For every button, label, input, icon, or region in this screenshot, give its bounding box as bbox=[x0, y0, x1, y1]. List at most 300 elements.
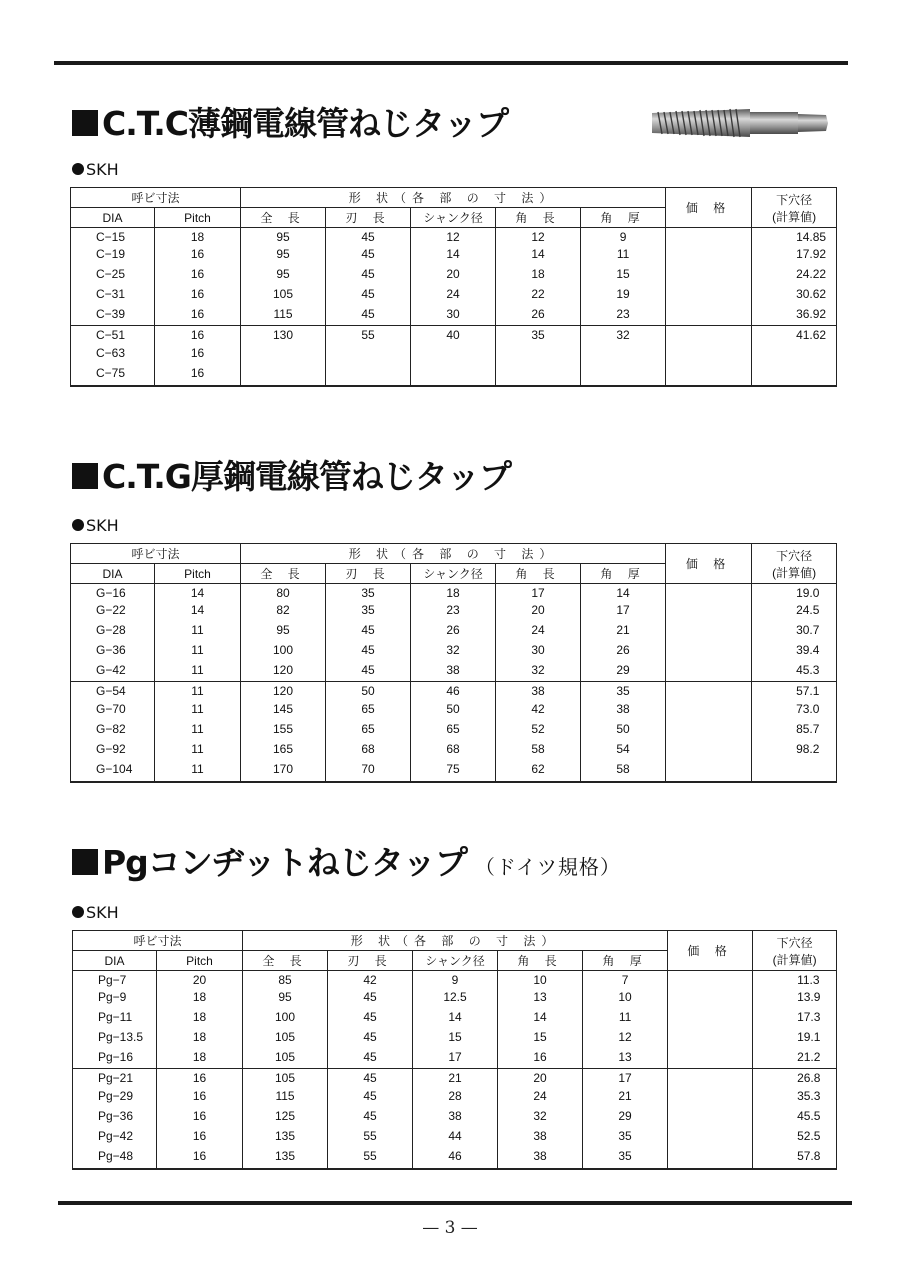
cell-square-length bbox=[496, 346, 581, 366]
cell-tap-drill: 30.7 bbox=[752, 623, 837, 643]
table-row bbox=[73, 1010, 837, 1030]
cell-overall-length: 95 bbox=[241, 247, 326, 267]
cell-shank-dia: 38 bbox=[411, 663, 496, 682]
col-tap-drill-line1: 下穴径 bbox=[776, 935, 813, 950]
cell-thread-length: 45 bbox=[326, 663, 411, 682]
cell-dia: G−36 bbox=[71, 643, 155, 663]
col-nominal: 呼ビ寸法 bbox=[71, 188, 241, 208]
cell-square-length: 35 bbox=[496, 326, 581, 346]
cell-price bbox=[666, 643, 752, 663]
cell-tap-drill: 41.62 bbox=[752, 326, 837, 346]
cell-dia: C−19 bbox=[71, 247, 155, 267]
top-rule bbox=[54, 61, 848, 65]
table-row bbox=[73, 1030, 837, 1050]
col-tap-drill-line2: (計算値) bbox=[772, 209, 817, 224]
cell-shank-dia: 24 bbox=[411, 287, 496, 307]
cell-tap-drill: 19.0 bbox=[752, 584, 837, 603]
col-square-length: 角 長 bbox=[496, 564, 581, 584]
cell-dia: G−28 bbox=[71, 623, 155, 643]
cell-thread-length: 45 bbox=[326, 247, 411, 267]
cell-square-thickness: 32 bbox=[581, 326, 666, 346]
col-square-thickness: 角 厚 bbox=[581, 564, 666, 584]
cell-thread-length: 35 bbox=[326, 584, 411, 603]
cell-overall-length: 135 bbox=[243, 1149, 328, 1169]
col-dia: DIA bbox=[71, 564, 155, 584]
cell-thread-length: 45 bbox=[328, 990, 413, 1010]
cell-price bbox=[666, 762, 752, 782]
cell-square-length: 24 bbox=[496, 623, 581, 643]
col-shape-group: 形 状（各 部 の 寸 法） bbox=[243, 931, 668, 951]
cell-square-thickness: 10 bbox=[583, 990, 668, 1010]
cell-dia: Pg−13.5 bbox=[73, 1030, 157, 1050]
cell-overall-length bbox=[241, 366, 326, 386]
table-row bbox=[71, 326, 837, 346]
section-title-text: Pgコンヂットねじタップ bbox=[102, 843, 467, 882]
cell-shank-dia: 18 bbox=[411, 584, 496, 603]
table-row bbox=[73, 1089, 837, 1109]
cell-square-length: 42 bbox=[496, 702, 581, 722]
section-title-text: C.T.C薄鋼電線管ねじタップ bbox=[102, 104, 509, 143]
page-number: — 3 — bbox=[422, 1218, 478, 1238]
cell-thread-length: 45 bbox=[328, 1069, 413, 1089]
cell-square-length: 58 bbox=[496, 742, 581, 762]
cell-shank-dia: 17 bbox=[413, 1050, 498, 1069]
table-row bbox=[73, 1050, 837, 1069]
table-row bbox=[71, 307, 837, 326]
cell-tap-drill bbox=[752, 346, 837, 366]
cell-pitch: 18 bbox=[157, 990, 243, 1010]
cell-dia: G−70 bbox=[71, 702, 155, 722]
cell-square-thickness: 17 bbox=[583, 1069, 668, 1089]
cell-price bbox=[666, 663, 752, 682]
cell-square-length: 12 bbox=[496, 228, 581, 247]
material-label bbox=[72, 903, 119, 923]
cell-square-thickness: 12 bbox=[583, 1030, 668, 1050]
section-title-pg bbox=[72, 843, 621, 887]
cell-shank-dia: 50 bbox=[411, 702, 496, 722]
cell-price bbox=[668, 1089, 753, 1109]
cell-tap-drill: 35.3 bbox=[753, 1089, 837, 1109]
table-row bbox=[73, 1129, 837, 1149]
material-label bbox=[72, 516, 119, 536]
cell-pitch: 18 bbox=[155, 228, 241, 247]
cell-thread-length: 45 bbox=[326, 643, 411, 663]
cell-square-thickness bbox=[581, 366, 666, 386]
col-shank-dia: シャンク径 bbox=[411, 208, 496, 228]
col-tap-drill bbox=[753, 931, 837, 971]
cell-square-thickness: 21 bbox=[583, 1089, 668, 1109]
cell-square-thickness: 17 bbox=[581, 603, 666, 623]
col-price: 価 格 bbox=[666, 188, 752, 228]
cell-pitch: 11 bbox=[155, 643, 241, 663]
cell-thread-length: 45 bbox=[328, 1010, 413, 1030]
cell-overall-length: 80 bbox=[241, 584, 326, 603]
cell-pitch: 14 bbox=[155, 603, 241, 623]
cell-thread-length: 45 bbox=[326, 307, 411, 326]
cell-price bbox=[668, 990, 753, 1010]
section-note: （ドイツ規格） bbox=[474, 855, 621, 879]
cell-thread-length: 50 bbox=[326, 682, 411, 702]
cell-thread-length: 35 bbox=[326, 603, 411, 623]
cell-price bbox=[666, 742, 752, 762]
cell-thread-length: 55 bbox=[328, 1129, 413, 1149]
cell-shank-dia: 28 bbox=[413, 1089, 498, 1109]
col-square-thickness: 角 厚 bbox=[583, 951, 668, 971]
col-overall-length: 全 長 bbox=[241, 564, 326, 584]
cell-pitch: 14 bbox=[155, 584, 241, 603]
cell-overall-length: 170 bbox=[241, 762, 326, 782]
cell-pitch: 11 bbox=[155, 663, 241, 682]
cell-dia: Pg−21 bbox=[73, 1069, 157, 1089]
cell-dia: G−16 bbox=[71, 584, 155, 603]
table-row bbox=[71, 603, 837, 623]
col-pitch: Pitch bbox=[155, 208, 241, 228]
cell-thread-length: 45 bbox=[328, 1050, 413, 1069]
material-text: SKH bbox=[86, 160, 119, 179]
cell-thread-length: 70 bbox=[326, 762, 411, 782]
cell-price bbox=[668, 1050, 753, 1069]
cell-thread-length: 45 bbox=[326, 267, 411, 287]
col-dia: DIA bbox=[73, 951, 157, 971]
cell-shank-dia: 40 bbox=[411, 326, 496, 346]
cell-square-length: 38 bbox=[496, 682, 581, 702]
cell-shank-dia: 46 bbox=[411, 682, 496, 702]
cell-overall-length: 115 bbox=[243, 1089, 328, 1109]
cell-shank-dia: 14 bbox=[413, 1010, 498, 1030]
cell-square-thickness: 50 bbox=[581, 722, 666, 742]
cell-dia: Pg−11 bbox=[73, 1010, 157, 1030]
cell-square-length: 32 bbox=[498, 1109, 583, 1129]
cell-price bbox=[668, 1010, 753, 1030]
section-title-ctc bbox=[72, 104, 516, 148]
col-thread-length: 刃 長 bbox=[326, 564, 411, 584]
cell-overall-length: 135 bbox=[243, 1129, 328, 1149]
cell-price bbox=[666, 603, 752, 623]
cell-overall-length bbox=[241, 346, 326, 366]
cell-shank-dia: 30 bbox=[411, 307, 496, 326]
cell-shank-dia: 23 bbox=[411, 603, 496, 623]
cell-tap-drill: 21.2 bbox=[753, 1050, 837, 1069]
cell-shank-dia: 9 bbox=[413, 971, 498, 990]
cell-price bbox=[666, 346, 752, 366]
cell-price bbox=[666, 228, 752, 247]
square-bullet-icon bbox=[72, 849, 98, 875]
cell-tap-drill: 24.5 bbox=[752, 603, 837, 623]
cell-dia: C−31 bbox=[71, 287, 155, 307]
col-pitch: Pitch bbox=[155, 564, 241, 584]
cell-pitch: 11 bbox=[155, 623, 241, 643]
cell-square-length: 10 bbox=[498, 971, 583, 990]
table-row bbox=[71, 742, 837, 762]
table-row bbox=[71, 663, 837, 682]
cell-overall-length: 85 bbox=[243, 971, 328, 990]
bullet-dot-icon bbox=[72, 519, 84, 531]
table-row bbox=[71, 247, 837, 267]
cell-price bbox=[666, 247, 752, 267]
cell-price bbox=[666, 307, 752, 326]
cell-overall-length: 100 bbox=[243, 1010, 328, 1030]
cell-tap-drill: 17.92 bbox=[752, 247, 837, 267]
cell-tap-drill: 98.2 bbox=[752, 742, 837, 762]
bullet-dot-icon bbox=[72, 906, 84, 918]
cell-shank-dia bbox=[411, 366, 496, 386]
spec-table-ctg bbox=[70, 543, 837, 783]
tap-product-image bbox=[650, 103, 830, 147]
cell-square-thickness: 35 bbox=[583, 1149, 668, 1169]
cell-square-thickness: 15 bbox=[581, 267, 666, 287]
cell-price bbox=[666, 722, 752, 742]
cell-pitch: 16 bbox=[155, 326, 241, 346]
cell-price bbox=[666, 267, 752, 287]
col-square-length: 角 長 bbox=[496, 208, 581, 228]
col-shape-group: 形 状（各 部 の 寸 法） bbox=[241, 544, 666, 564]
cell-tap-drill: 57.8 bbox=[753, 1149, 837, 1169]
cell-pitch: 20 bbox=[157, 971, 243, 990]
section-title-ctg bbox=[72, 457, 519, 501]
cell-square-thickness: 19 bbox=[581, 287, 666, 307]
col-nominal: 呼ビ寸法 bbox=[71, 544, 241, 564]
cell-price bbox=[666, 287, 752, 307]
cell-square-thickness bbox=[581, 346, 666, 366]
col-tap-drill bbox=[752, 188, 837, 228]
cell-overall-length: 155 bbox=[241, 722, 326, 742]
cell-pitch: 16 bbox=[155, 247, 241, 267]
cell-overall-length: 105 bbox=[243, 1069, 328, 1089]
cell-square-thickness: 14 bbox=[581, 584, 666, 603]
col-tap-drill-line2: (計算値) bbox=[772, 565, 817, 580]
cell-pitch: 16 bbox=[155, 366, 241, 386]
cell-thread-length: 55 bbox=[326, 326, 411, 346]
cell-shank-dia: 20 bbox=[411, 267, 496, 287]
cell-dia: G−82 bbox=[71, 722, 155, 742]
cell-thread-length bbox=[326, 346, 411, 366]
cell-shank-dia bbox=[411, 346, 496, 366]
cell-pitch: 11 bbox=[155, 702, 241, 722]
cell-dia: G−22 bbox=[71, 603, 155, 623]
section-title-text: C.T.G厚鋼電線管ねじタップ bbox=[102, 457, 511, 496]
cell-dia: Pg−16 bbox=[73, 1050, 157, 1069]
cell-shank-dia: 12 bbox=[411, 228, 496, 247]
cell-shank-dia: 32 bbox=[411, 643, 496, 663]
cell-square-thickness: 54 bbox=[581, 742, 666, 762]
cell-price bbox=[668, 971, 753, 990]
cell-shank-dia: 21 bbox=[413, 1069, 498, 1089]
cell-thread-length bbox=[326, 366, 411, 386]
cell-overall-length: 165 bbox=[241, 742, 326, 762]
cell-square-length: 13 bbox=[498, 990, 583, 1010]
cell-pitch: 16 bbox=[157, 1129, 243, 1149]
cell-tap-drill: 45.3 bbox=[752, 663, 837, 682]
cell-thread-length: 65 bbox=[326, 702, 411, 722]
table-row bbox=[73, 1069, 837, 1089]
table-row bbox=[71, 267, 837, 287]
cell-tap-drill: 36.92 bbox=[752, 307, 837, 326]
cell-square-length bbox=[496, 366, 581, 386]
cell-shank-dia: 68 bbox=[411, 742, 496, 762]
bottom-rule bbox=[58, 1201, 852, 1205]
cell-overall-length: 105 bbox=[243, 1030, 328, 1050]
cell-dia: C−15 bbox=[71, 228, 155, 247]
cell-square-length: 30 bbox=[496, 643, 581, 663]
cell-tap-drill: 17.3 bbox=[753, 1010, 837, 1030]
cell-shank-dia: 15 bbox=[413, 1030, 498, 1050]
material-label bbox=[72, 160, 119, 180]
table-row bbox=[71, 366, 837, 386]
cell-tap-drill: 45.5 bbox=[753, 1109, 837, 1129]
cell-tap-drill: 73.0 bbox=[752, 702, 837, 722]
cell-dia: Pg−48 bbox=[73, 1149, 157, 1169]
cell-tap-drill: 24.22 bbox=[752, 267, 837, 287]
cell-pitch: 16 bbox=[155, 287, 241, 307]
cell-square-length: 24 bbox=[498, 1089, 583, 1109]
cell-square-length: 38 bbox=[498, 1129, 583, 1149]
cell-dia: G−54 bbox=[71, 682, 155, 702]
cell-pitch: 16 bbox=[155, 346, 241, 366]
cell-overall-length: 105 bbox=[243, 1050, 328, 1069]
cell-shank-dia: 38 bbox=[413, 1109, 498, 1129]
table-row bbox=[71, 287, 837, 307]
cell-price bbox=[666, 702, 752, 722]
cell-dia: Pg−7 bbox=[73, 971, 157, 990]
cell-thread-length: 45 bbox=[328, 1089, 413, 1109]
cell-thread-length: 45 bbox=[328, 1109, 413, 1129]
cell-price bbox=[668, 1109, 753, 1129]
cell-square-length: 14 bbox=[496, 247, 581, 267]
table-row bbox=[71, 762, 837, 782]
cell-pitch: 11 bbox=[155, 722, 241, 742]
material-text: SKH bbox=[86, 516, 119, 535]
cell-dia: Pg−42 bbox=[73, 1129, 157, 1149]
cell-tap-drill: 39.4 bbox=[752, 643, 837, 663]
cell-square-thickness: 35 bbox=[583, 1129, 668, 1149]
col-pitch: Pitch bbox=[157, 951, 243, 971]
cell-tap-drill: 85.7 bbox=[752, 722, 837, 742]
cell-shank-dia: 75 bbox=[411, 762, 496, 782]
cell-square-thickness: 13 bbox=[583, 1050, 668, 1069]
col-price: 価 格 bbox=[666, 544, 752, 584]
cell-square-length: 22 bbox=[496, 287, 581, 307]
cell-square-thickness: 29 bbox=[583, 1109, 668, 1129]
cell-square-thickness: 58 bbox=[581, 762, 666, 782]
col-nominal: 呼ビ寸法 bbox=[73, 931, 243, 951]
cell-pitch: 16 bbox=[155, 307, 241, 326]
cell-dia: G−104 bbox=[71, 762, 155, 782]
cell-pitch: 16 bbox=[157, 1069, 243, 1089]
cell-square-thickness: 11 bbox=[581, 247, 666, 267]
cell-square-thickness: 35 bbox=[581, 682, 666, 702]
cell-tap-drill: 19.1 bbox=[753, 1030, 837, 1050]
cell-dia: C−51 bbox=[71, 326, 155, 346]
cell-square-length: 62 bbox=[496, 762, 581, 782]
col-tap-drill bbox=[752, 544, 837, 584]
cell-thread-length: 45 bbox=[326, 287, 411, 307]
cell-overall-length: 95 bbox=[241, 267, 326, 287]
bullet-dot-icon bbox=[72, 163, 84, 175]
col-tap-drill-line1: 下穴径 bbox=[776, 192, 813, 207]
cell-square-length: 14 bbox=[498, 1010, 583, 1030]
table-row bbox=[71, 228, 837, 247]
cell-overall-length: 145 bbox=[241, 702, 326, 722]
table-row bbox=[71, 584, 837, 603]
cell-pitch: 18 bbox=[157, 1050, 243, 1069]
cell-square-length: 18 bbox=[496, 267, 581, 287]
cell-price bbox=[666, 366, 752, 386]
cell-thread-length: 42 bbox=[328, 971, 413, 990]
cell-pitch: 11 bbox=[155, 742, 241, 762]
cell-dia: C−25 bbox=[71, 267, 155, 287]
spec-table-pg bbox=[72, 930, 837, 1170]
cell-price bbox=[668, 1069, 753, 1089]
table-row bbox=[71, 722, 837, 742]
cell-overall-length: 82 bbox=[241, 603, 326, 623]
cell-square-thickness: 29 bbox=[581, 663, 666, 682]
cell-overall-length: 95 bbox=[243, 990, 328, 1010]
cell-square-thickness: 7 bbox=[583, 971, 668, 990]
cell-square-length: 20 bbox=[496, 603, 581, 623]
cell-dia: G−92 bbox=[71, 742, 155, 762]
cell-square-thickness: 26 bbox=[581, 643, 666, 663]
col-tap-drill-line1: 下穴径 bbox=[776, 548, 813, 563]
cell-overall-length: 95 bbox=[241, 623, 326, 643]
cell-overall-length: 130 bbox=[241, 326, 326, 346]
cell-tap-drill: 14.85 bbox=[752, 228, 837, 247]
col-square-thickness: 角 厚 bbox=[581, 208, 666, 228]
cell-tap-drill: 26.8 bbox=[753, 1069, 837, 1089]
cell-tap-drill: 52.5 bbox=[753, 1129, 837, 1149]
cell-dia: Pg−36 bbox=[73, 1109, 157, 1129]
cell-overall-length: 100 bbox=[241, 643, 326, 663]
table-row bbox=[73, 1109, 837, 1129]
cell-tap-drill: 57.1 bbox=[752, 682, 837, 702]
cell-price bbox=[668, 1149, 753, 1169]
cell-pitch: 11 bbox=[155, 682, 241, 702]
cell-price bbox=[668, 1129, 753, 1149]
cell-square-length: 26 bbox=[496, 307, 581, 326]
col-overall-length: 全 長 bbox=[241, 208, 326, 228]
table-row bbox=[73, 990, 837, 1010]
cell-square-thickness: 21 bbox=[581, 623, 666, 643]
cell-tap-drill bbox=[752, 366, 837, 386]
cell-shank-dia: 12.5 bbox=[413, 990, 498, 1010]
cell-thread-length: 45 bbox=[326, 228, 411, 247]
cell-shank-dia: 65 bbox=[411, 722, 496, 742]
cell-square-length: 20 bbox=[498, 1069, 583, 1089]
cell-shank-dia: 14 bbox=[411, 247, 496, 267]
material-text: SKH bbox=[86, 903, 119, 922]
col-shank-dia: シャンク径 bbox=[413, 951, 498, 971]
cell-tap-drill: 30.62 bbox=[752, 287, 837, 307]
cell-square-length: 52 bbox=[496, 722, 581, 742]
cell-pitch: 16 bbox=[157, 1109, 243, 1129]
square-bullet-icon bbox=[72, 463, 98, 489]
spec-table-ctc bbox=[70, 187, 837, 387]
col-shank-dia: シャンク径 bbox=[411, 564, 496, 584]
table-row bbox=[71, 346, 837, 366]
cell-square-length: 17 bbox=[496, 584, 581, 603]
cell-overall-length: 125 bbox=[243, 1109, 328, 1129]
cell-thread-length: 45 bbox=[328, 1030, 413, 1050]
col-square-length: 角 長 bbox=[498, 951, 583, 971]
table-row bbox=[71, 643, 837, 663]
cell-thread-length: 68 bbox=[326, 742, 411, 762]
table-row bbox=[73, 971, 837, 990]
cell-price bbox=[666, 682, 752, 702]
cell-square-length: 38 bbox=[498, 1149, 583, 1169]
cell-pitch: 16 bbox=[157, 1089, 243, 1109]
cell-overall-length: 95 bbox=[241, 228, 326, 247]
cell-price bbox=[668, 1030, 753, 1050]
col-price: 価 格 bbox=[668, 931, 753, 971]
